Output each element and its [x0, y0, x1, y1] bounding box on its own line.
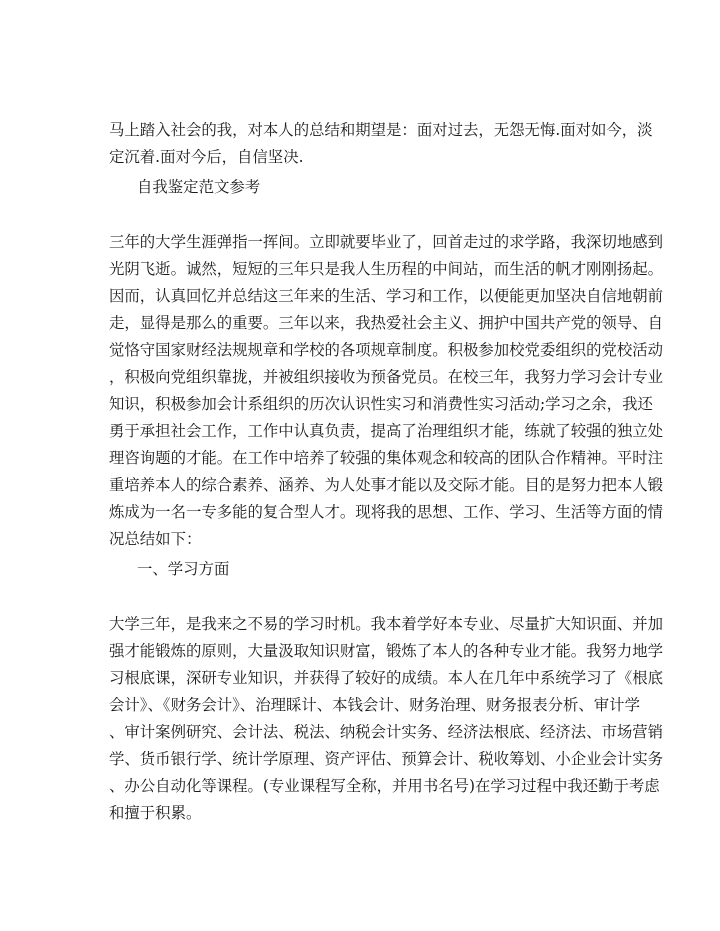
body-line: ，积极向党组织靠拢，并被组织接收为预备党员。在校三年，我努力学习会计专业: [109, 368, 664, 386]
intro-line: 马上踏入社会的我，对本人的总结和期望是：面对过去，无怨无悔.面对如今，淡: [109, 121, 653, 139]
section-line: 、办公自动化等课程。(专业课程写全称，并用书名号)在学习过程中我还勤于考虑: [109, 777, 660, 795]
body-line: 理咨询题的才能。在工作中培养了较强的集体观念和较高的团队合作精神。平时注: [109, 449, 664, 467]
section-line: 学、货币银行学、统计学原理、资产评估、预算会计、税收筹划、小企业会计实务: [109, 750, 664, 768]
section-line: 强才能锻炼的原则，大量汲取知识财富，锻炼了本人的各种专业才能。我努力地学: [109, 642, 664, 660]
body-line: 觉恪守国家财经法规规章和学校的各项规章制度。积极参加校党委组织的党校活动: [109, 341, 664, 359]
body-line: 况总结如下：: [109, 530, 202, 548]
body-line: 重培养本人的综合素养、涵养、为人处事才能以及交际才能。目的是努力把本人锻: [109, 476, 664, 494]
body-line: 光阴飞逝。诚然，短短的三年只是我人生历程的中间站，而生活的帆才刚刚扬起。: [109, 260, 664, 278]
section-line: 和擅于积累。: [109, 804, 202, 822]
body-line: 勇于承担社会工作，工作中认真负责，提高了治理组织才能，练就了较强的独立处: [109, 422, 664, 440]
body-line: 走，显得是那么的重要。三年以来，我热爱社会主义、拥护中国共产党的领导、自: [109, 314, 664, 332]
section-line: 习根底课，深研专业知识，并获得了较好的成绩。本人在几年中系统学习了《根底: [109, 669, 664, 687]
section-line: 、审计案例研究、会计法、税法、纳税会计实务、经济法根底、经济法、市场营销: [109, 723, 664, 741]
intro-line: 定沉着.面对今后，自信坚决.: [109, 148, 304, 166]
section-line: 大学三年，是我来之不易的学习时机。我本着学好本专业、尽量扩大知识面、并加: [109, 615, 664, 633]
section-line: 会计》、《财务会计》、治理睬计、本钱会计、财务治理、财务报表分析、审计学: [109, 696, 640, 714]
body-line: 三年的大学生涯弹指一挥间。立即就要毕业了，回首走过的求学路，我深切地感到: [109, 233, 664, 251]
body-line: 因而，认真回忆并总结这三年来的生活、学习和工作，以便能更加坚决自信地朝前: [109, 287, 664, 305]
body-line: 炼成为一名一专多能的复合型人才。现将我的思想、工作、学习、生活等方面的情: [109, 503, 664, 521]
document-title: 自我鉴定范文参考: [137, 178, 261, 196]
section-heading: 一、学习方面: [137, 560, 230, 578]
body-line: 知识，积极参加会计系组织的历次认识性实习和消费性实习活动;学习之余，我还: [109, 395, 653, 413]
